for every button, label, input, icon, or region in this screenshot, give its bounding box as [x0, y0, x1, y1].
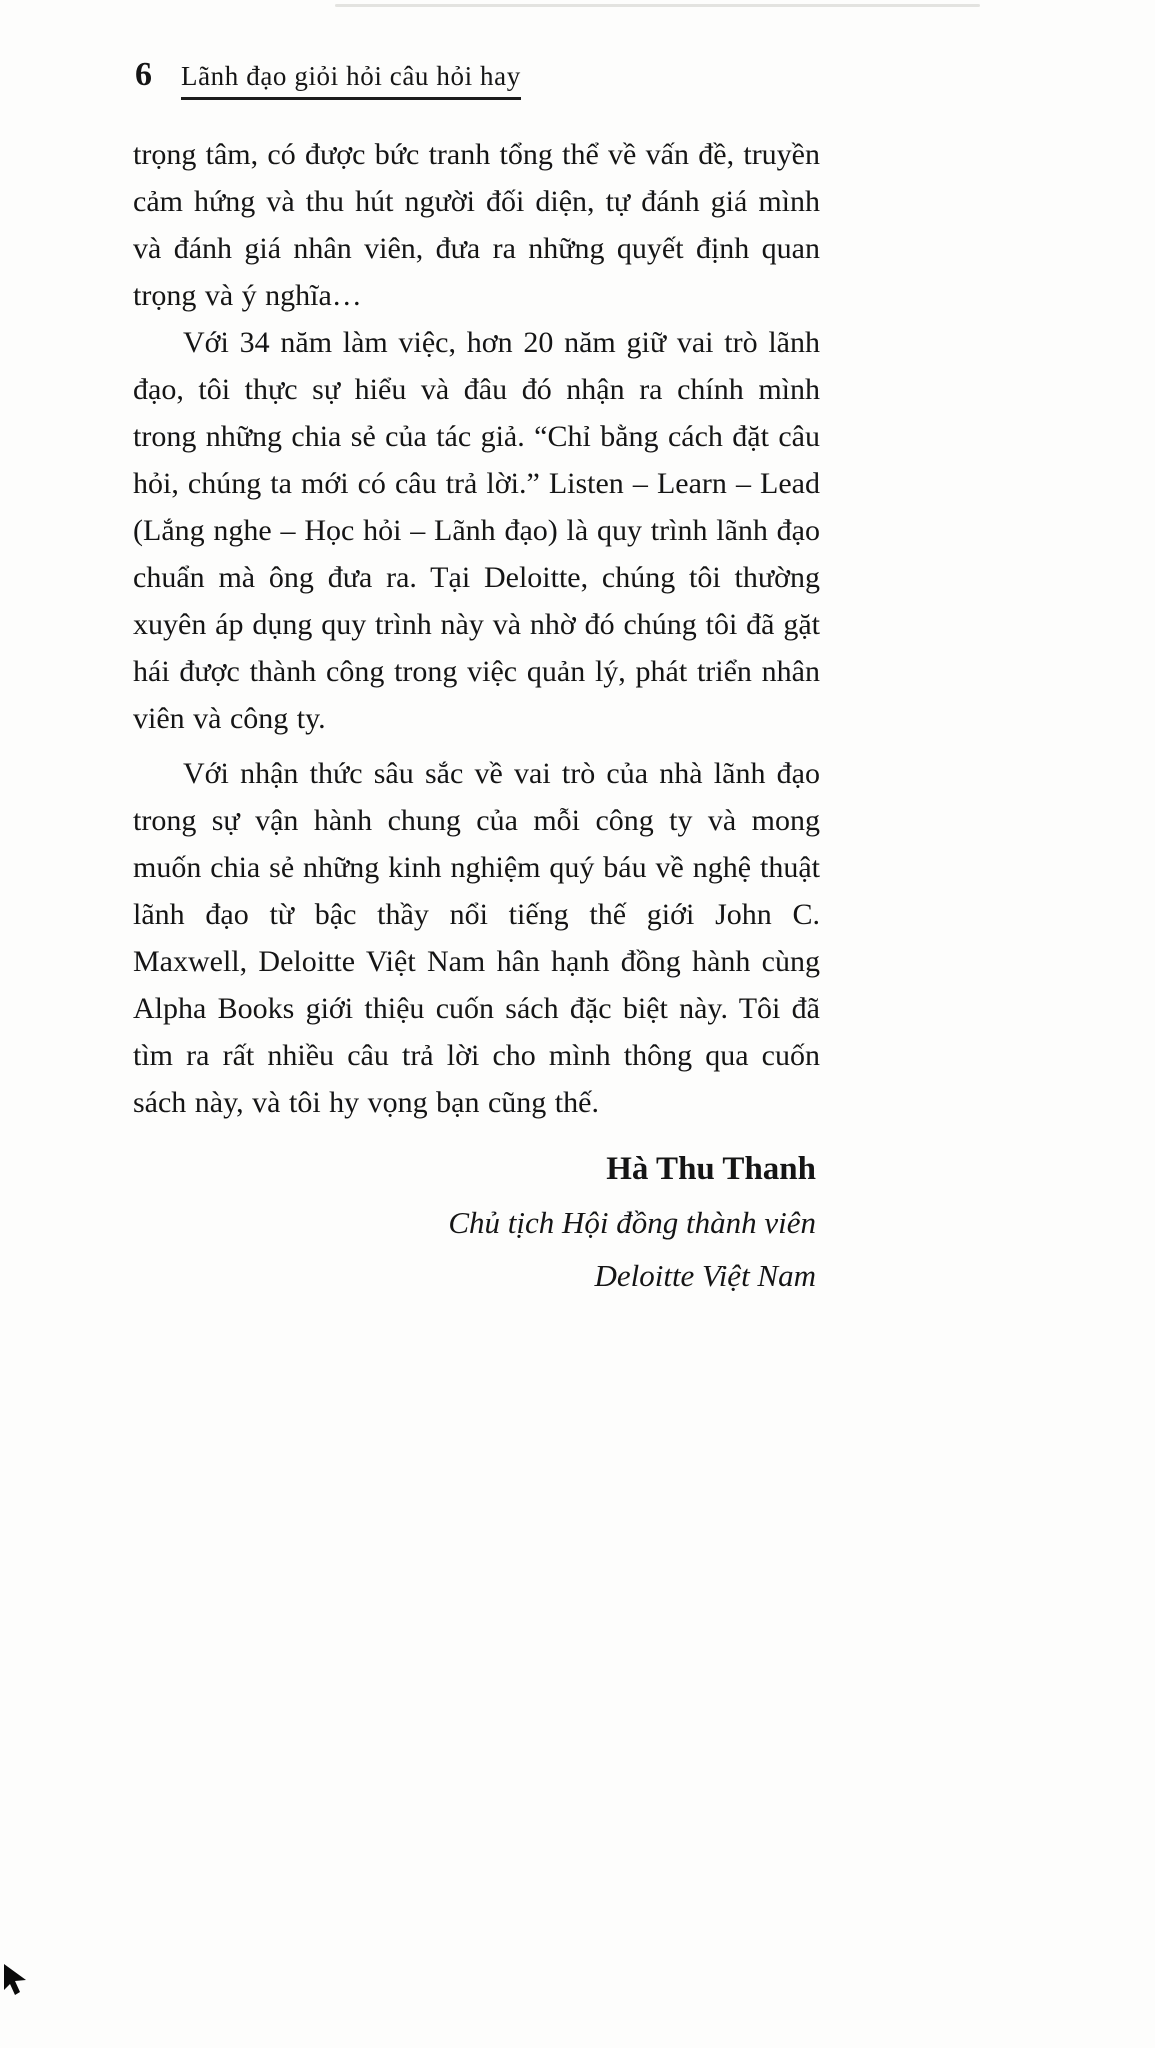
paragraph-continuation: trọng tâm, có được bức tranh tổng thể về vấn đề, truyền cảm hứng và thu hút người đối diện, tự đánh giá mình và đánh giá nhân viên, đưa ra những quyết định quan trọng và ý nghĩa…: [133, 138, 820, 312]
cursor-arrow-artifact: [2, 1962, 32, 1996]
paragraph: Với nhận thức sâu sắc về vai trò của nhà lãnh đạo trong sự vận hành chung của mỗi công ty và mong muốn chia sẻ những kinh nghiệm quý báu về nghệ thuật lãnh đạo từ bậc thầy nổi tiếng thế giới John C. Maxwell, Deloitte Việt Nam hân hạnh đồng hành cùng Alpha Books giới thiệu cuốn sách đặc biệt này. Tôi đã tìm ra rất nhiều câu trả lời cho mình thông qua cuốn sách này, và tôi hy vọng bạn cũng thế.: [133, 757, 820, 1119]
running-header: [135, 56, 521, 100]
signature-name: Hà Thu Thanh: [606, 1151, 816, 1187]
running-header-title: Lãnh đạo giỏi hỏi câu hỏi hay: [181, 61, 521, 100]
page-body: [133, 131, 820, 1302]
signature-role: Chủ tịch Hội đồng thành viên: [448, 1205, 816, 1240]
signature-organization: Deloitte Việt Nam: [594, 1258, 816, 1293]
paragraph: Với 34 năm làm việc, hơn 20 năm giữ vai trò lãnh đạo, tôi thực sự hiểu và đâu đó nhận ra chính mình trong những chia sẻ của tác giả. “Chỉ bằng cách đặt câu hỏi, chúng ta mới có câu trả lời.” Listen – Learn – Lead (Lắng nghe – Học hỏi – Lãnh đạo) là quy trình lãnh đạo chuẩn mà ông đưa ra. Tại Deloitte, chúng tôi thường xuyên áp dụng quy trình này và nhờ đó chúng tôi đã gặt hái được thành công trong việc quản lý, phát triển nhân viên và công ty.: [133, 326, 820, 735]
signature-block: [133, 1142, 820, 1302]
scan-edge-artifact: [335, 4, 980, 7]
page-number: 6: [135, 56, 153, 93]
arrow-icon: [2, 1962, 32, 1996]
